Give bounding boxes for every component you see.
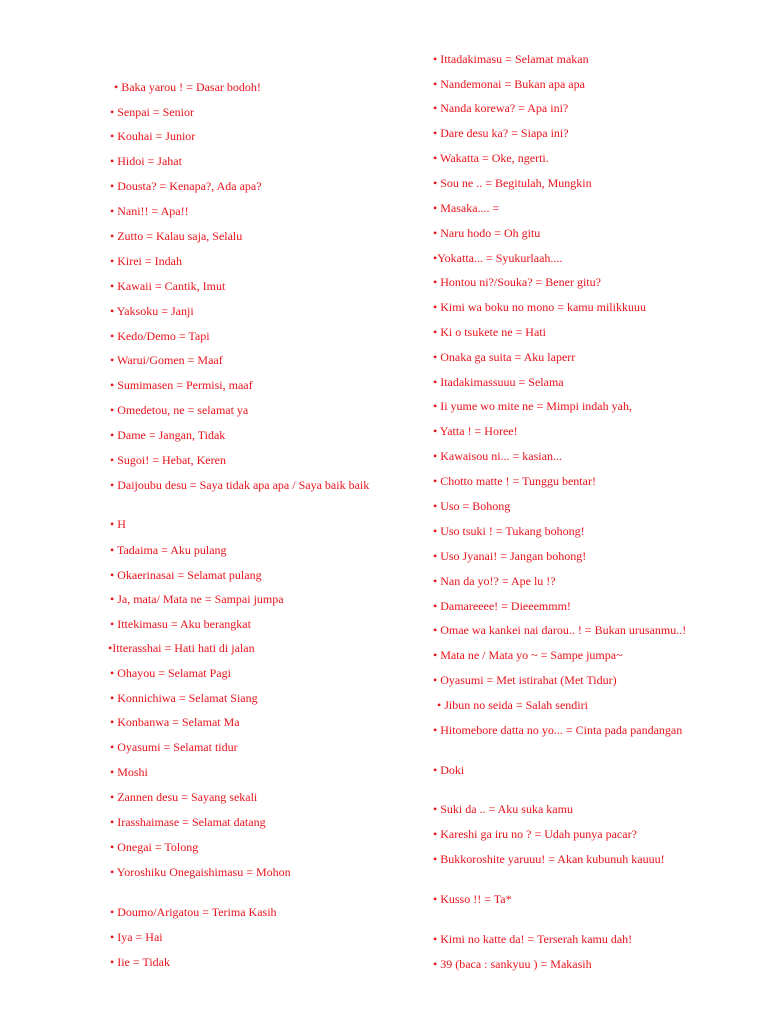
vocab-entry: • Warui/Gomen = Maaf <box>110 353 223 367</box>
vocab-entry: • Ja, mata/ Mata ne = Sampai jumpa <box>110 592 284 606</box>
vocab-entry: • Chotto matte ! = Tunggu bentar! <box>433 474 596 488</box>
vocab-entry: • Damareeee! = Dieeemmm! <box>433 599 571 613</box>
vocab-entry: • Kimi wa boku no mono = kamu milikkuuu <box>433 300 646 314</box>
vocab-entry: • Kawaisou ni... = kasian... <box>433 449 562 463</box>
vocab-entry: • Hitomebore datta no yo... = Cinta pada pandangan <box>433 723 683 737</box>
vocab-entry: • Onaka ga suita = Aku laperr <box>433 350 576 364</box>
vocab-entry: • Hidoi = Jahat <box>110 154 182 168</box>
vocab-entry: • Moshi <box>110 765 148 779</box>
vocab-entry: • Kusso !! = Ta* <box>433 892 512 906</box>
vocab-entry: • Dame = Jangan, Tidak <box>110 428 226 442</box>
vocab-entry: • Sugoi! = Hebat, Keren <box>110 453 226 467</box>
vocab-entry: • Kouhai = Junior <box>110 129 196 143</box>
vocab-entry: • Omae wa kankei nai darou.. ! = Bukan urusanmu..! <box>433 623 687 637</box>
vocab-entry: • Okaerinasai = Selamat pulang <box>110 568 262 582</box>
vocab-entry: • Ohayou = Selamat Pagi <box>110 666 231 680</box>
vocab-entry: • Kimi no katte da! = Terserah kamu dah! <box>433 932 633 946</box>
vocab-entry: • Iie = Tidak <box>110 955 170 969</box>
vocab-entry: • Uso = Bohong <box>433 499 511 513</box>
vocab-entry: • Zannen desu = Sayang sekali <box>110 790 258 804</box>
vocab-entry: • H <box>110 517 126 531</box>
vocab-entry: • Nan da yo!? = Ape lu !? <box>433 574 556 588</box>
vocab-entry: • Baka yarou ! = Dasar bodoh! <box>114 80 261 94</box>
vocab-entry: • Uso Jyanai! = Jangan bohong! <box>433 549 587 563</box>
vocab-entry: • Dousta? = Kenapa?, Ada apa? <box>110 179 262 193</box>
vocab-entry: • Sumimasen = Permisi, maaf <box>110 378 253 392</box>
vocab-entry: • Naru hodo = Oh gitu <box>433 226 541 240</box>
vocab-entry: • Senpai = Senior <box>110 105 194 119</box>
vocab-entry: • Kareshi ga iru no ? = Udah punya pacar? <box>433 827 637 841</box>
vocab-entry: • Doumo/Arigatou = Terima Kasih <box>110 905 277 919</box>
vocab-entry: • Nandemonai = Bukan apa apa <box>433 77 585 91</box>
vocab-entry: • Nanda korewa? = Apa ini? <box>433 101 569 115</box>
vocab-entry: • Sou ne .. = Begitulah, Mungkin <box>433 176 592 190</box>
vocab-entry: • Onegai = Tolong <box>110 840 199 854</box>
vocab-entry: • Zutto = Kalau saja, Selalu <box>110 229 243 243</box>
vocab-entry: • Ittadakimasu = Selamat makan <box>433 52 589 66</box>
vocab-entry: • Itadakimassuuu = Selama <box>433 375 564 389</box>
vocab-entry: • Yatta ! = Horee! <box>433 424 518 438</box>
vocab-entry: • Kirei = Indah <box>110 254 182 268</box>
vocab-entry: • Suki da .. = Aku suka kamu <box>433 802 573 816</box>
vocab-entry: • Kawaii = Cantik, Imut <box>110 279 226 293</box>
vocab-entry: •Yokatta... = Syukurlaah.... <box>433 251 563 265</box>
vocab-entry: • Oyasumi = Selamat tidur <box>110 740 238 754</box>
vocab-entry: • Daijoubu desu = Saya tidak apa apa / Saya baik baik <box>110 478 370 492</box>
vocab-entry: • Uso tsuki ! = Tukang bohong! <box>433 524 585 538</box>
vocab-entry: • Wakatta = Oke, ngerti. <box>433 151 549 165</box>
vocab-entry: • Doki <box>433 763 465 777</box>
vocab-entry: • Irasshaimase = Selamat datang <box>110 815 266 829</box>
vocab-entry: • Ki o tsukete ne = Hati <box>433 325 546 339</box>
vocab-entry: • Oyasumi = Met istirahat (Met Tidur) <box>433 673 617 687</box>
vocab-entry: • Nani!! = Apa!! <box>110 204 189 218</box>
vocab-entry: • Dare desu ka? = Siapa ini? <box>433 126 569 140</box>
vocab-entry: • Iya = Hai <box>110 930 163 944</box>
vocab-entry: • Ii yume wo mite ne = Mimpi indah yah, <box>433 399 632 413</box>
vocab-entry: • Yoroshiku Onegaishimasu = Mohon <box>110 865 291 879</box>
vocab-entry: • Konbanwa = Selamat Ma <box>110 715 240 729</box>
vocab-entry: • Kedo/Demo = Tapi <box>110 329 210 343</box>
vocab-entry: • Mata ne / Mata yo ~ = Sampe jumpa~ <box>433 648 623 662</box>
vocab-entry: • Yaksoku = Janji <box>110 304 194 318</box>
vocab-entry: • Omedetou, ne = selamat ya <box>110 403 249 417</box>
vocab-entry: • Masaka.... = <box>433 201 500 215</box>
vocab-entry: • Jibun no seida = Salah sendiri <box>437 698 588 712</box>
vocab-entry: • Tadaima = Aku pulang <box>110 543 227 557</box>
vocab-entry: • Hontou ni?/Souka? = Bener gitu? <box>433 275 601 289</box>
vocab-entry: • Konnichiwa = Selamat Siang <box>110 691 258 705</box>
vocab-entry: • 39 (baca : sankyuu ) = Makasih <box>433 957 592 971</box>
vocab-entry: • Ittekimasu = Aku berangkat <box>110 617 251 631</box>
vocab-entry: •Itterasshai = Hati hati di jalan <box>108 641 255 655</box>
vocab-entry: • Bukkoroshite yaruuu! = Akan kubunuh kauuu! <box>433 852 665 866</box>
